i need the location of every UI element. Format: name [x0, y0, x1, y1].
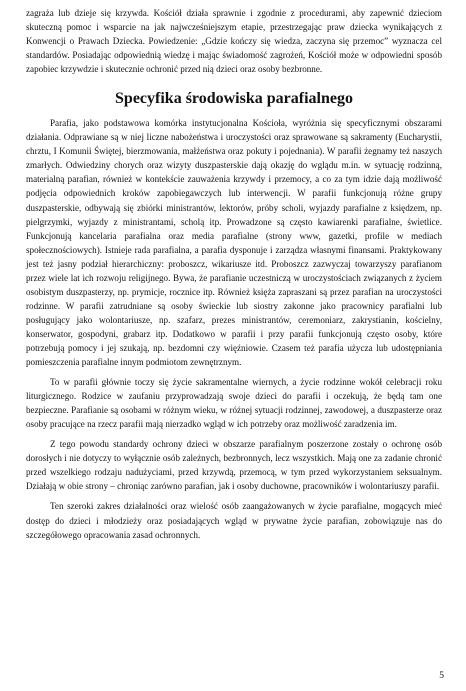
body-paragraph-1: Parafia, jako podstawowa komórka instytucjonalna Kościoła, wyróżnia się specyficznymi obszarami działania. Odprawiane są w niej liczne nabożeństwa i uroczystości oraz sprawowane są sakramenty (Eucharystii, chrztu, I Komunii Świętej, bierzmowania, małżeństwa oraz pokuty i pojednania). W parafii żegnamy też naszych zmarłych. Odwiedziny chorych oraz wizyty duszpasterskie dają okazję do wglądu m.in. w sytuację rodzinną, materialną parafian, również w kontekście zauważenia krzywdy i przemocy, a co za tym idzie dają możliwość podjęcia odpowiednich kroków zapobiegawczych lub interwencji. W parafii funkcjonują różne grupy duszpasterskie, odbywają się zbiórki ministrantów, lektorów, próby scholi, wyjazdy parafialne z księdzem, np. pielgrzymki, wyjazdy z ministrantami, scholą itp. Prowadzone są często kawiarenki parafialne, świetlice. Funkcjonują kancelaria parafialna oraz media parafialne (strony www, gazetki, profile w mediach społecznościowych). Istnieje rada parafialna, a parafia dysponuje i zarządza własnymi finansami. Praktykowany jest też jasny podział hierarchiczny: proboszcz, wikariusze itd. Proboszcz zazwyczaj towarzyszy parafianom przez wiele lat ich rozwoju religijnego. Bywa, że parafianie uczestniczą w uroczystościach związanych z życiem osobistym duszpasterzy, np. prymicje, rocznice itp. Również księża zapraszani są przez parafian na uroczystości rodzinne. W parafii zatrudniane są osoby świeckie lub siostry zakonne jako pracownicy parafialni lub posługujący jako wolontariusze, np. szafarz, prezes ministrantów, ceremoniarz, zakrystianin, kościelny, konserwator, gospodyni, grabarz itp. Dodatkowo w parafii i przy parafii funkcjonują często osoby, które potrzebują pomocy i jej szukają, np. bezdomni czy więźniowie. Czasem też parafia użycza lub udostępniania pomieszczenia parafialne innym podmiotom zewnętrznym. [26, 118, 442, 368]
section-title: Specyfika środowiska parafialnego [115, 90, 353, 108]
intro-paragraph: zagraża lub dzieje się krzywda. Kościół działa sprawnie i zgodnie z procedurami, aby zapewnić dzieciom skuteczną pomoc i wsparcie na jak najwcześniejszym etapie, przestrzegając praw dziecka wynikających z Konwencji o Prawach Dziecka. Powiedzenie: „Gdzie kończy się wiedza, zaczyna się przemoc” wyznacza cel standardów. Posiadając odpowiednią wiedzę i mając świadomość zagrożeń, Kościół może w odpowiedni sposób zapobiec krzywdzie i skutecznie ochronić przed nią dzieci oraz osoby bezbronne. [26, 8, 442, 75]
page-number: 5 [439, 670, 444, 681]
body-paragraph-2: To w parafii głównie toczy się życie sakramentalne wiernych, a życie rodzinne wokół celebracji roku liturgicznego. Rodzice w zaufaniu przyprowadzają swoje dzieci do parafii i oczekują, że będą tam one bezpieczne. Parafianie są osobami w różnym wieku, w różnej sytuacji rodzinnej, zawodowej, a duszpasterze oraz osoby pracujące na rzecz parafii mają nierzadko wgląd w ich potrzeby oraz możliwość zaradzenia im. [26, 377, 442, 430]
body-paragraph-3: Z tego powodu standardy ochrony dzieci w obszarze parafialnym poszerzone zostały o ochronę osób dorosłych i nie dotyczy to wyłącznie osób zależnych, bezbronnych, lecz wszystkich. Mają one za zadanie chronić przed wszelkiego rodzaju nadużyciami, przed krzywdą, przemocą, w tym przed wykorzystaniem seksualnym. Działają w obie strony – chroniąc zarówno parafian, jak i osoby duchowne, pracowników i wolontariuszy parafii. [26, 439, 442, 492]
body-paragraph-4: Ten szeroki zakres działalności oraz wielość osób zaangażowanych w życie parafialne, mogących mieć dostęp do dzieci i młodzieży oraz posiadających wgląd w prywatne życie parafian, zobowiązuje nas do szczegółowego opracowania zasad ochronnych. [26, 501, 442, 540]
